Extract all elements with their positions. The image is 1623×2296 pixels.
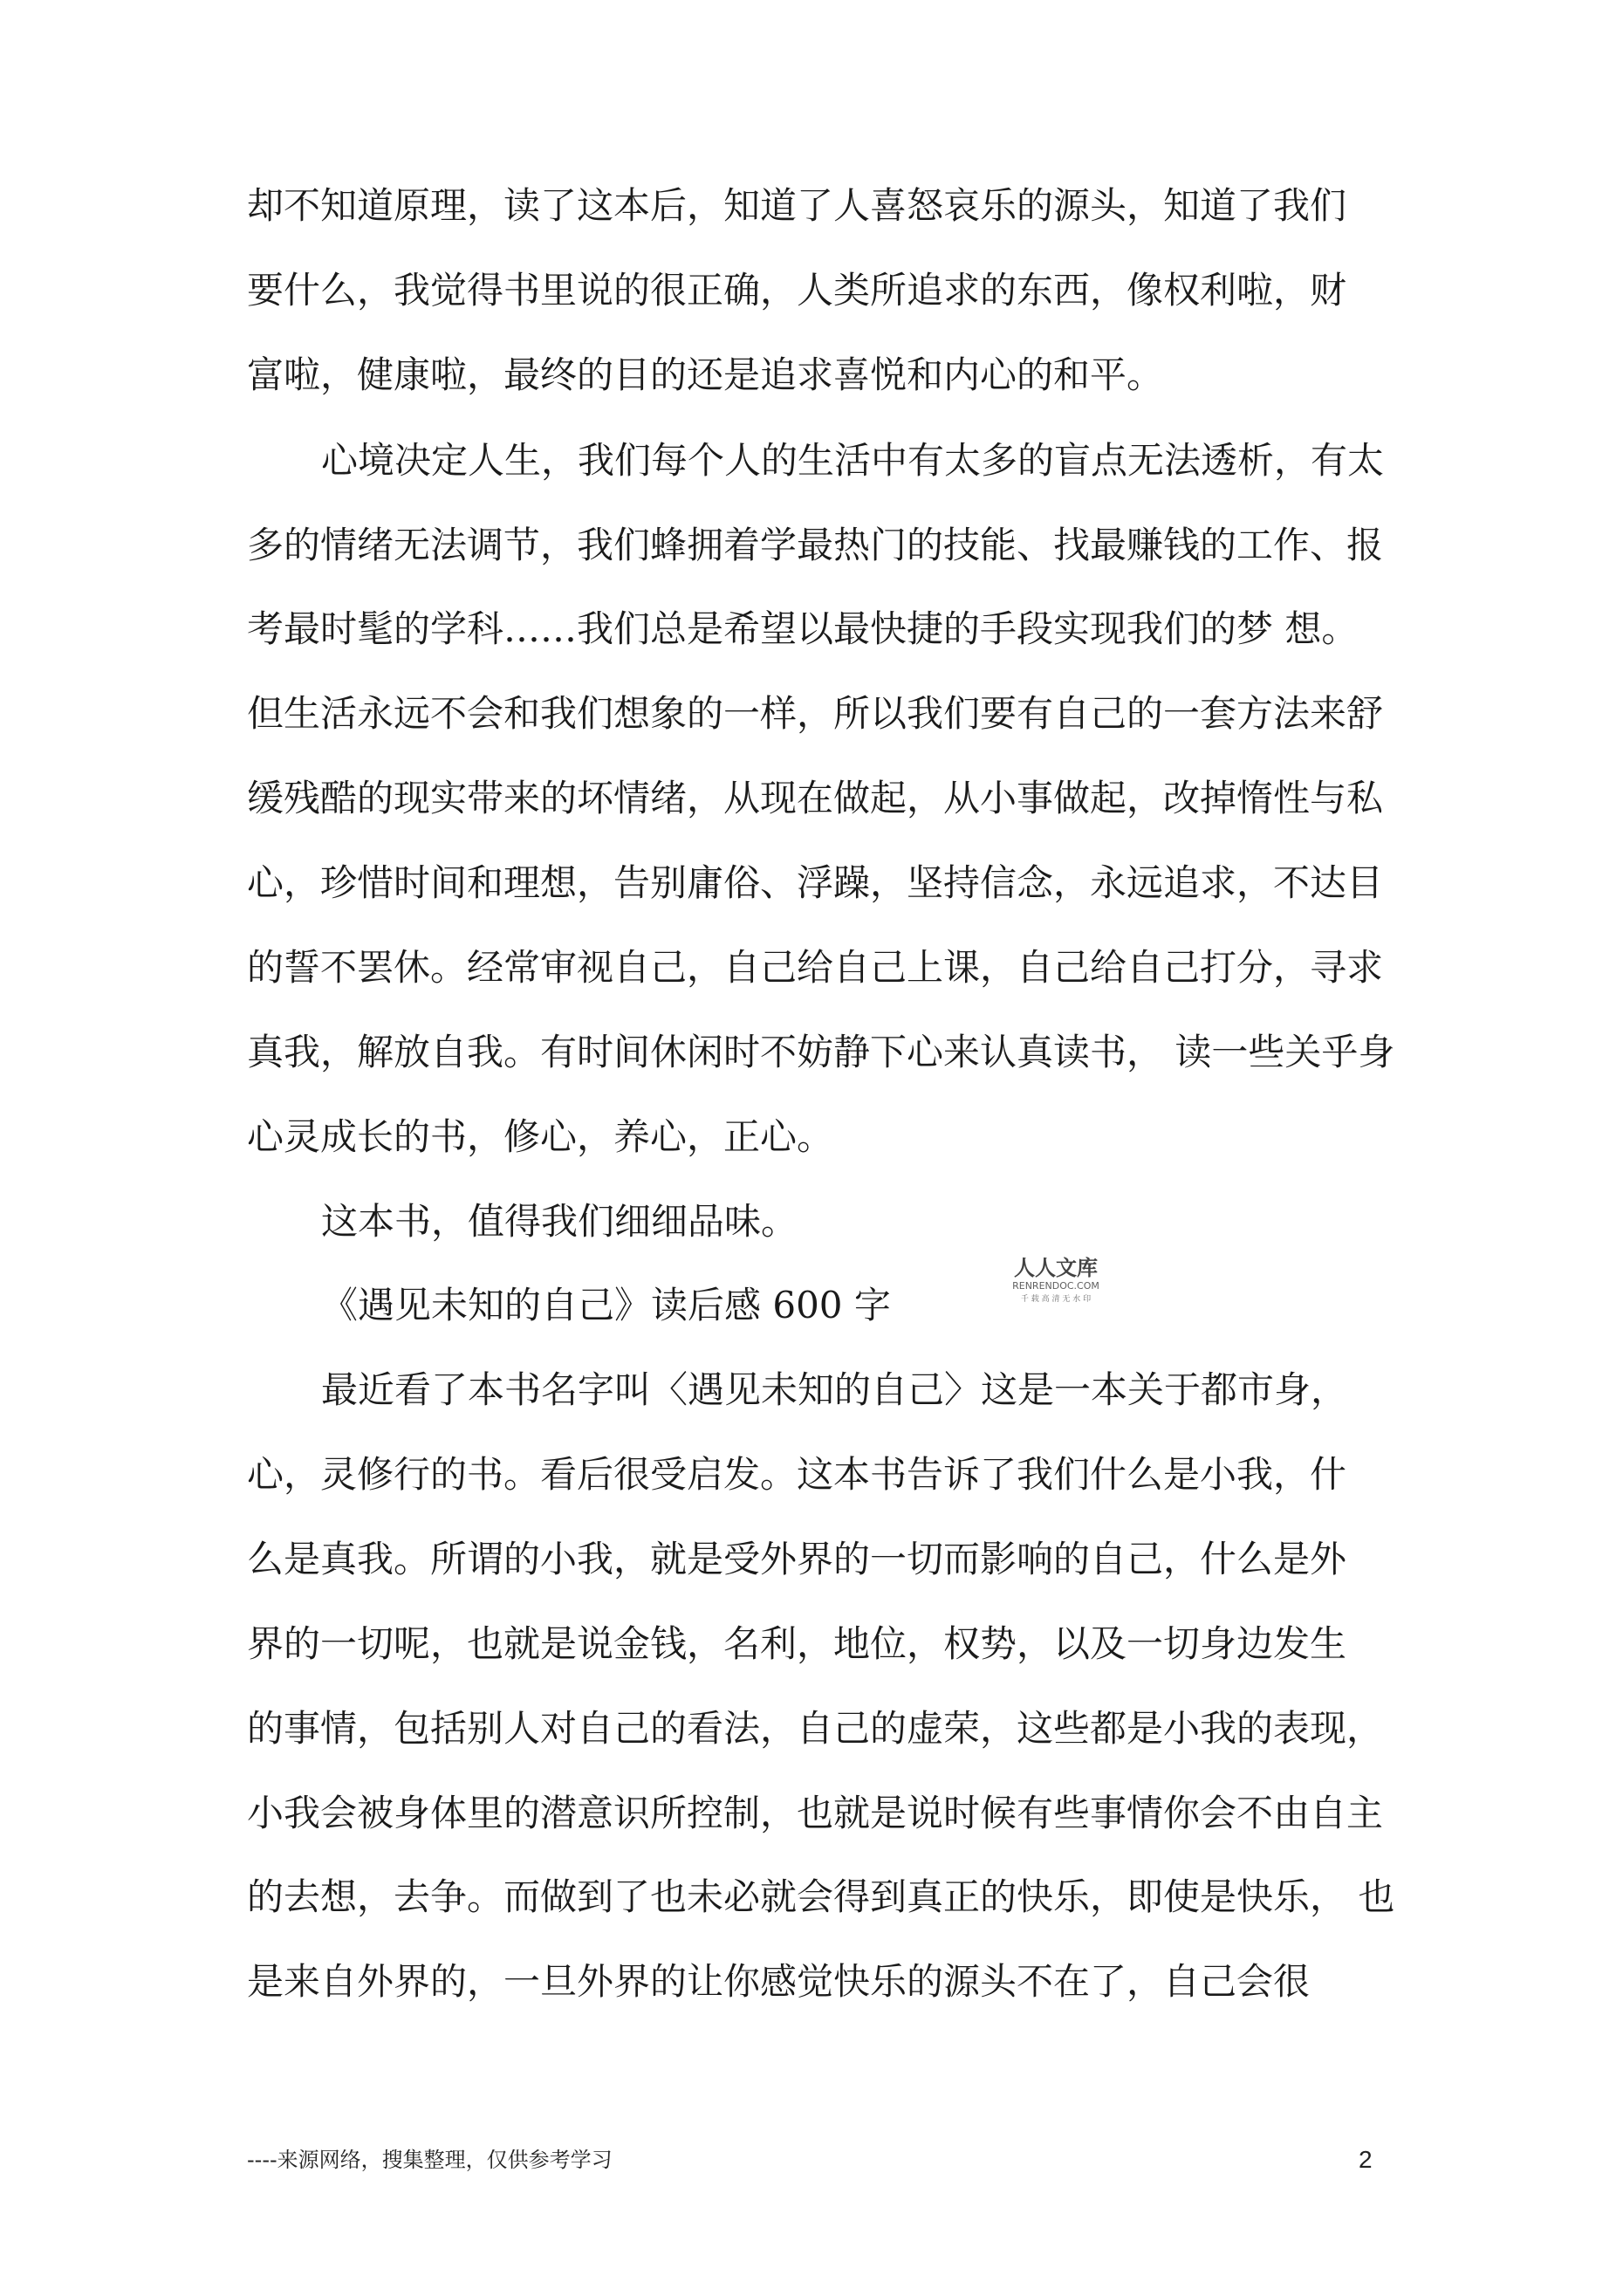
text-line: 真我，解放自我。有时间休闲时不妨静下心来认真读书， 读一些关乎身 <box>247 1031 1395 1073</box>
text-line: 心灵成长的书，修心，养心，正心。 <box>247 1115 834 1158</box>
text-line: 多的情绪无法调节，我们蜂拥着学最热门的技能、找最赚钱的工作、报 <box>247 524 1384 566</box>
text-line: 但生活永远不会和我们想象的一样，所以我们要有自己的一套方法来舒 <box>247 692 1384 735</box>
text-line: 小我会被身体里的潜意识所控制，也就是说时候有些事情你会不由自主 <box>247 1792 1384 1834</box>
footer-note: ----来源网络，搜集整理，仅供参考学习 <box>247 2148 613 2172</box>
page-number: 2 <box>1359 2146 1373 2173</box>
text-line: 心，珍惜时间和理想，告别庸俗、浮躁，坚持信念，永远追求，不达目 <box>247 861 1384 904</box>
section-heading: 《遇见未知的自己》读后感 600 字 <box>321 1284 891 1326</box>
text-line: 是来自外界的，一旦外界的让你感觉快乐的源头不在了，自己会很 <box>247 1960 1311 2003</box>
text-line: 富啦，健康啦，最终的目的还是追求喜悦和内心的和平。 <box>247 353 1164 396</box>
watermark-subtitle: RENRENDOC.COM <box>1012 1280 1099 1292</box>
text-line: 心，灵修行的书。看后很受启发。这本书告诉了我们什么是小我，什 <box>247 1453 1347 1496</box>
text-line: 么是真我。所谓的小我，就是受外界的一切而影响的自己，什么是外 <box>247 1538 1347 1580</box>
text-line: 要什么，我觉得书里说的很正确，人类所追求的东西，像权利啦，财 <box>247 269 1347 312</box>
text-line: 这本书，值得我们细细品味。 <box>321 1200 798 1243</box>
watermark-title: 人人文库 <box>1014 1255 1098 1280</box>
text-line: 缓残酷的现实带来的坏情绪，从现在做起，从小事做起，改掉惰性与私 <box>247 777 1384 819</box>
text-line: 心境决定人生，我们每个人的生活中有太多的盲点无法透析，有太 <box>321 439 1385 482</box>
watermark-logo <box>995 1252 1117 1308</box>
text-line: 最近看了本书名字叫〈遇见未知的自己〉这是一本关于都市身， <box>321 1368 1348 1411</box>
text-line: 却不知道原理，读了这本后，知道了人喜怒哀乐的源头，知道了我们 <box>247 184 1347 227</box>
text-line: 的去想，去争。而做到了也未必就会得到真正的快乐，即使是快乐， 也 <box>247 1875 1395 1918</box>
watermark-tagline: 千 载 高 清 无 水 印 <box>1020 1295 1092 1304</box>
text-line: 的事情，包括别人对自己的看法，自己的虚荣，这些都是小我的表现， <box>247 1707 1384 1750</box>
text-line: 考最时髦的学科……我们总是希望以最快捷的手段实现我们的梦 想。 <box>247 607 1359 650</box>
text-line: 的誓不罢休。经常审视自己，自己给自己上课，自己给自己打分，寻求 <box>247 946 1384 989</box>
text-line: 界的一切呢，也就是说金钱，名利，地位，权势，以及一切身边发生 <box>247 1622 1347 1665</box>
